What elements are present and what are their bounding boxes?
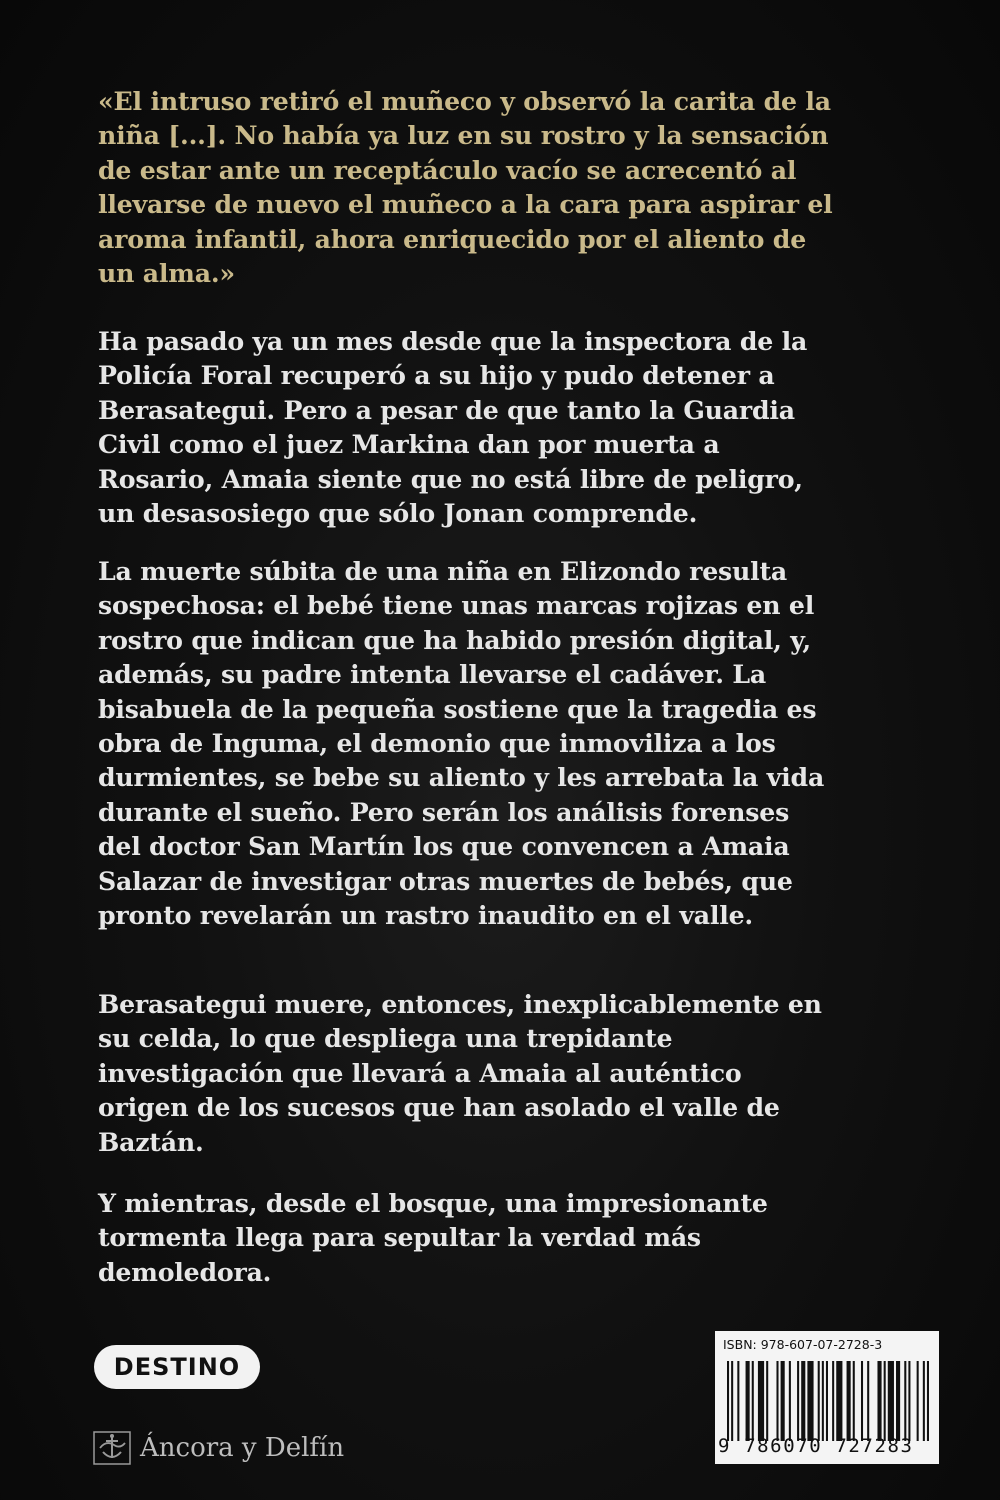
imprint-logo <box>92 1428 344 1468</box>
barcode-bar <box>908 1361 910 1441</box>
barcode-box <box>715 1331 939 1464</box>
barcode-bar <box>826 1361 828 1441</box>
barcode-bar <box>758 1361 764 1441</box>
barcode-bar <box>737 1361 739 1441</box>
barcode-bar <box>884 1361 886 1441</box>
ancora-y-delfin-emblem-icon <box>92 1428 132 1468</box>
barcode-bar <box>832 1361 834 1441</box>
imprint-name: Áncora y Delfín <box>140 1433 345 1463</box>
isbn-label: ISBN: 978-607-07-2728-3 <box>723 1337 883 1352</box>
barcode-bar <box>888 1361 894 1441</box>
barcode-bar <box>927 1361 929 1441</box>
barcode-bar <box>731 1361 733 1441</box>
barcode-icon <box>727 1361 929 1441</box>
barcode-bar <box>727 1361 729 1441</box>
barcode-bar <box>861 1361 863 1441</box>
barcode-bar <box>781 1361 785 1441</box>
barcode-bar <box>797 1361 799 1441</box>
barcode-bar <box>766 1361 768 1441</box>
opening-quote: «El intruso retiró el muñeco y observó la carita de la niña [...]. No había ya luz en su rostro y la sensación de estar ante un receptáculo vacío se acrecentó al llevarse de nuevo el muñeco a la cara para aspirar el aroma infantil, ahora enriquecido por el aliento de un alma.» <box>98 86 833 289</box>
barcode-bar <box>789 1361 791 1441</box>
barcode-bar <box>746 1361 750 1441</box>
barcode-bar <box>877 1361 881 1441</box>
barcode-bar <box>867 1361 869 1441</box>
synopsis-paragraph-1: Ha pasado ya un mes desde que la inspectora de la Policía Foral recuperó a su hijo y pudo detener a Berasategui. Pero a pesar de que tanto la Guardia Civil como el juez Markina dan por muerta a Rosario, Amaia siente que no está libre de peligro, un desasosiego que sólo Jonan comprende. <box>98 326 808 529</box>
barcode-bar <box>917 1361 919 1441</box>
synopsis-paragraph-4: Y mientras, desde el bosque, una impresionante tormenta llega para sepultar la verdad más demoledora. <box>98 1188 768 1287</box>
barcode-bar <box>818 1361 820 1441</box>
barcode-bar <box>853 1361 855 1441</box>
ean-digits: 9 786070 727283 <box>718 1435 914 1457</box>
destino-publisher-logo: DESTINO <box>94 1345 260 1389</box>
synopsis-paragraph-2: La muerte súbita de una niña en Elizondo resulta sospechosa: el bebé tiene unas marcas rojizas en el rostro que indican que ha habido presión digital, y, además, su padre intenta llevarse el cadáver. La bisabuela de la pequeña sostiene que la tragedia es obra de Inguma, el demonio que inmoviliza a los durmientes, se bebe su aliento y les arrebata la vida durante el sueño. Pero serán los análisis forenses del doctor San Martín los que convencen a Amaia Salazar de investigar otras muertes de bebés, que pronto revelarán un rastro inaudito en el valle. <box>98 556 825 931</box>
barcode-bar <box>752 1361 754 1441</box>
barcode-bar <box>923 1361 925 1441</box>
barcode-bar <box>801 1361 805 1441</box>
barcode-bar <box>822 1361 824 1441</box>
barcode-bar <box>904 1361 906 1441</box>
barcode-bar <box>776 1361 778 1441</box>
barcode-bar <box>836 1361 842 1441</box>
synopsis-paragraph-3: Berasategui muere, entonces, inexplicablemente en su celda, lo que despliega una trepidante investigación que llevará a Amaia al auténtico origen de los sucesos que han asolado el valle de Baztán. <box>98 989 822 1157</box>
barcode-bar <box>896 1361 900 1441</box>
barcode-bar <box>847 1361 851 1441</box>
barcode-bar <box>807 1361 813 1441</box>
